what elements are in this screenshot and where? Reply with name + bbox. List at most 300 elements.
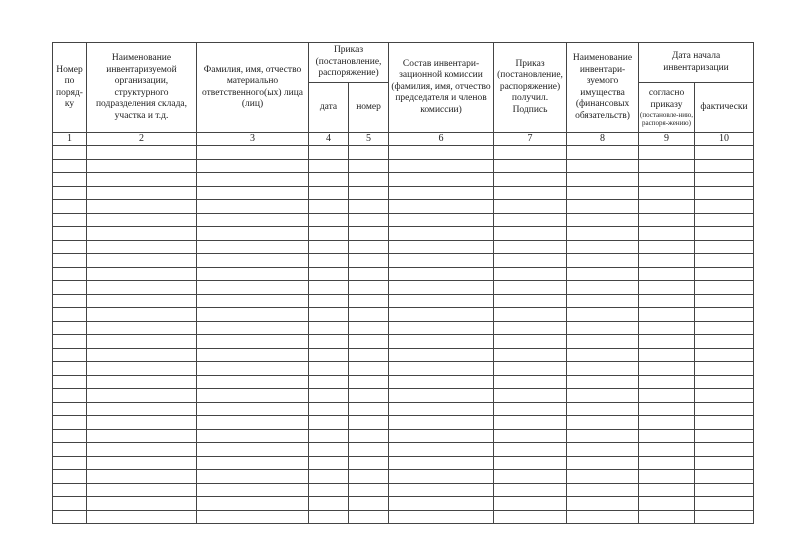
table-cell[interactable] [349, 470, 389, 484]
table-cell[interactable] [309, 213, 349, 227]
table-cell[interactable] [197, 402, 309, 416]
table-cell[interactable] [349, 497, 389, 511]
table-cell[interactable] [494, 146, 567, 160]
table-cell[interactable] [197, 281, 309, 295]
table-cell[interactable] [567, 389, 639, 403]
table-cell[interactable] [567, 335, 639, 349]
table-cell[interactable] [695, 416, 754, 430]
table-cell[interactable] [197, 389, 309, 403]
table-cell[interactable] [567, 416, 639, 430]
table-cell[interactable] [567, 348, 639, 362]
table-cell[interactable] [695, 483, 754, 497]
table-cell[interactable] [197, 159, 309, 173]
table-cell[interactable] [695, 362, 754, 376]
table-cell[interactable] [567, 443, 639, 457]
table-cell[interactable] [87, 267, 197, 281]
table-cell[interactable] [87, 281, 197, 295]
table-body [53, 146, 754, 524]
table-cell[interactable] [567, 375, 639, 389]
table-cell[interactable] [494, 510, 567, 524]
table-cell[interactable] [197, 470, 309, 484]
table-cell[interactable] [309, 497, 349, 511]
table-cell[interactable] [494, 429, 567, 443]
table-cell[interactable] [87, 456, 197, 470]
table-cell[interactable] [639, 362, 695, 376]
table-cell[interactable] [309, 281, 349, 295]
table-cell[interactable] [309, 254, 349, 268]
table-cell[interactable] [309, 227, 349, 241]
table-cell[interactable] [87, 389, 197, 403]
table-cell[interactable] [309, 146, 349, 160]
table-cell[interactable] [349, 416, 389, 430]
table-cell[interactable] [567, 227, 639, 241]
table-cell[interactable] [309, 443, 349, 457]
table-cell[interactable] [197, 308, 309, 322]
table-cell[interactable] [639, 375, 695, 389]
table-cell[interactable] [639, 267, 695, 281]
table-cell[interactable] [494, 416, 567, 430]
table-cell[interactable] [695, 470, 754, 484]
table-cell[interactable] [309, 510, 349, 524]
table-cell[interactable] [197, 267, 309, 281]
table-cell[interactable] [389, 186, 494, 200]
table-cell[interactable] [349, 389, 389, 403]
table-cell[interactable] [87, 186, 197, 200]
table-row [53, 416, 754, 430]
table-cell[interactable] [389, 240, 494, 254]
table-cell[interactable] [53, 402, 87, 416]
table-cell[interactable] [695, 429, 754, 443]
table-cell[interactable] [87, 348, 197, 362]
table-cell[interactable] [639, 213, 695, 227]
table-cell[interactable] [695, 240, 754, 254]
table-cell[interactable] [695, 146, 754, 160]
table-cell[interactable] [87, 254, 197, 268]
table-cell[interactable] [349, 456, 389, 470]
table-cell[interactable] [309, 294, 349, 308]
table-cell[interactable] [309, 173, 349, 187]
table-row [53, 240, 754, 254]
table-cell[interactable] [349, 375, 389, 389]
table-cell[interactable] [389, 227, 494, 241]
table-cell[interactable] [197, 213, 309, 227]
table-row [53, 443, 754, 457]
table-cell[interactable] [349, 159, 389, 173]
table-cell[interactable] [567, 281, 639, 295]
table-cell[interactable] [639, 497, 695, 511]
table-cell[interactable] [567, 213, 639, 227]
table-cell[interactable] [197, 321, 309, 335]
table-cell[interactable] [639, 254, 695, 268]
table-cell[interactable] [349, 186, 389, 200]
table-cell[interactable] [695, 308, 754, 322]
table-cell[interactable] [639, 470, 695, 484]
table-cell[interactable] [53, 186, 87, 200]
table-cell[interactable] [389, 389, 494, 403]
header-commission: Состав инвентари-зационной комиссии (фамилия, имя, отчество председателя и членов комиссии) [389, 43, 494, 133]
table-cell[interactable] [639, 294, 695, 308]
table-cell[interactable] [695, 335, 754, 349]
table-cell[interactable] [695, 456, 754, 470]
table-cell[interactable] [87, 335, 197, 349]
table-cell[interactable] [309, 348, 349, 362]
table-cell[interactable] [389, 456, 494, 470]
table-cell[interactable] [567, 429, 639, 443]
table-cell[interactable] [494, 200, 567, 214]
table-cell[interactable] [695, 213, 754, 227]
table-cell[interactable] [53, 200, 87, 214]
table-cell[interactable] [87, 213, 197, 227]
table-cell[interactable] [309, 159, 349, 173]
table-cell[interactable] [53, 173, 87, 187]
table-cell[interactable] [389, 146, 494, 160]
table-cell[interactable] [87, 443, 197, 457]
table-cell[interactable] [309, 267, 349, 281]
table-cell[interactable] [695, 294, 754, 308]
table-cell[interactable] [639, 200, 695, 214]
table-cell[interactable] [197, 146, 309, 160]
table-cell[interactable] [567, 146, 639, 160]
table-cell[interactable] [695, 200, 754, 214]
table-cell[interactable] [494, 254, 567, 268]
table-cell[interactable] [349, 146, 389, 160]
table-cell[interactable] [389, 267, 494, 281]
table-cell[interactable] [309, 186, 349, 200]
table-cell[interactable] [695, 227, 754, 241]
table-cell[interactable] [494, 281, 567, 295]
table-cell[interactable] [349, 227, 389, 241]
table-cell[interactable] [389, 281, 494, 295]
table-cell[interactable] [639, 456, 695, 470]
table-row [53, 281, 754, 295]
table-cell[interactable] [567, 470, 639, 484]
table-cell[interactable] [197, 335, 309, 349]
table-cell[interactable] [567, 497, 639, 511]
table-cell[interactable] [309, 402, 349, 416]
table-cell[interactable] [53, 267, 87, 281]
table-cell[interactable] [309, 456, 349, 470]
table-cell[interactable] [567, 240, 639, 254]
table-cell[interactable] [349, 335, 389, 349]
table-cell[interactable] [639, 308, 695, 322]
table-cell[interactable] [695, 510, 754, 524]
table-cell[interactable] [695, 254, 754, 268]
table-cell[interactable] [389, 402, 494, 416]
table-cell[interactable] [53, 254, 87, 268]
table-cell[interactable] [309, 416, 349, 430]
table-cell[interactable] [494, 443, 567, 457]
table-cell[interactable] [494, 308, 567, 322]
table-cell[interactable] [567, 294, 639, 308]
table-cell[interactable] [309, 389, 349, 403]
table-cell[interactable] [494, 159, 567, 173]
table-cell[interactable] [567, 254, 639, 268]
table-cell[interactable] [197, 294, 309, 308]
table-cell[interactable] [87, 308, 197, 322]
table-cell[interactable] [197, 186, 309, 200]
table-cell[interactable] [389, 443, 494, 457]
table-cell[interactable] [567, 159, 639, 173]
table-cell[interactable] [695, 443, 754, 457]
table-cell[interactable] [494, 362, 567, 376]
table-cell[interactable] [389, 510, 494, 524]
table-cell[interactable] [349, 443, 389, 457]
table-cell[interactable] [389, 348, 494, 362]
table-cell[interactable] [53, 146, 87, 160]
table-cell[interactable] [639, 402, 695, 416]
table-cell[interactable] [639, 416, 695, 430]
table-cell[interactable] [197, 227, 309, 241]
table-cell[interactable] [197, 429, 309, 443]
table-cell[interactable] [567, 483, 639, 497]
table-cell[interactable] [567, 267, 639, 281]
table-cell[interactable] [639, 146, 695, 160]
table-cell[interactable] [87, 321, 197, 335]
table-cell[interactable] [53, 321, 87, 335]
table-cell[interactable] [695, 402, 754, 416]
table-cell[interactable] [639, 335, 695, 349]
table-cell[interactable] [695, 281, 754, 295]
table-cell[interactable] [494, 456, 567, 470]
table-cell[interactable] [53, 470, 87, 484]
table-cell[interactable] [389, 362, 494, 376]
table-cell[interactable] [309, 321, 349, 335]
table-cell[interactable] [567, 308, 639, 322]
table-cell[interactable] [53, 362, 87, 376]
table-cell[interactable] [349, 267, 389, 281]
table-cell[interactable] [695, 348, 754, 362]
table-cell[interactable] [197, 240, 309, 254]
table-cell[interactable] [639, 443, 695, 457]
table-cell[interactable] [349, 321, 389, 335]
table-cell[interactable] [309, 429, 349, 443]
table-cell[interactable] [494, 294, 567, 308]
table-row [53, 470, 754, 484]
table-cell[interactable] [87, 497, 197, 511]
table-cell[interactable] [494, 321, 567, 335]
table-cell[interactable] [87, 375, 197, 389]
table-cell[interactable] [389, 159, 494, 173]
table-cell[interactable] [309, 200, 349, 214]
table-cell[interactable] [389, 200, 494, 214]
table-cell[interactable] [639, 186, 695, 200]
table-cell[interactable] [389, 173, 494, 187]
table-cell[interactable] [567, 510, 639, 524]
table-cell[interactable] [349, 173, 389, 187]
table-cell[interactable] [349, 308, 389, 322]
table-cell[interactable] [53, 227, 87, 241]
column-number: 1 [53, 133, 87, 146]
table-cell[interactable] [389, 294, 494, 308]
table-cell[interactable] [53, 389, 87, 403]
table-cell[interactable] [639, 173, 695, 187]
table-cell[interactable] [389, 335, 494, 349]
table-cell[interactable] [639, 389, 695, 403]
table-cell[interactable] [349, 402, 389, 416]
table-cell[interactable] [53, 429, 87, 443]
table-row [53, 510, 754, 524]
table-cell[interactable] [567, 200, 639, 214]
table-cell[interactable] [389, 429, 494, 443]
table-cell[interactable] [53, 497, 87, 511]
table-cell[interactable] [87, 240, 197, 254]
table-cell[interactable] [197, 510, 309, 524]
table-cell[interactable] [87, 483, 197, 497]
table-cell[interactable] [494, 173, 567, 187]
table-cell[interactable] [309, 240, 349, 254]
table-cell[interactable] [87, 200, 197, 214]
table-cell[interactable] [197, 375, 309, 389]
table-cell[interactable] [87, 362, 197, 376]
table-cell[interactable] [349, 348, 389, 362]
table-cell[interactable] [494, 335, 567, 349]
table-row [53, 213, 754, 227]
table-cell[interactable] [567, 173, 639, 187]
table-cell[interactable] [197, 362, 309, 376]
table-cell[interactable] [349, 294, 389, 308]
table-cell[interactable] [87, 416, 197, 430]
table-cell[interactable] [389, 213, 494, 227]
table-cell[interactable] [494, 240, 567, 254]
per-order-label: согласно приказу [648, 88, 685, 110]
table-cell[interactable] [53, 294, 87, 308]
table-cell[interactable] [197, 456, 309, 470]
table-cell[interactable] [349, 254, 389, 268]
table-cell[interactable] [494, 227, 567, 241]
inventory-table [52, 42, 754, 524]
table-cell[interactable] [494, 470, 567, 484]
table-cell[interactable] [87, 510, 197, 524]
table-cell[interactable] [567, 321, 639, 335]
table-cell[interactable] [389, 483, 494, 497]
table-cell[interactable] [639, 429, 695, 443]
table-cell[interactable] [87, 429, 197, 443]
table-cell[interactable] [567, 362, 639, 376]
table-cell[interactable] [87, 470, 197, 484]
table-cell[interactable] [695, 321, 754, 335]
table-cell[interactable] [197, 483, 309, 497]
table-cell[interactable] [494, 375, 567, 389]
table-cell[interactable] [567, 402, 639, 416]
table-cell[interactable] [349, 362, 389, 376]
table-cell[interactable] [87, 294, 197, 308]
table-cell[interactable] [695, 497, 754, 511]
table-cell[interactable] [567, 456, 639, 470]
table-cell[interactable] [53, 213, 87, 227]
table-cell[interactable] [639, 240, 695, 254]
column-number: 7 [494, 133, 567, 146]
table-row [53, 335, 754, 349]
table-cell[interactable] [349, 281, 389, 295]
table-cell[interactable] [389, 416, 494, 430]
table-cell[interactable] [389, 470, 494, 484]
table-cell[interactable] [349, 510, 389, 524]
table-cell[interactable] [494, 348, 567, 362]
table-cell[interactable] [494, 389, 567, 403]
table-cell[interactable] [639, 227, 695, 241]
table-cell[interactable] [87, 173, 197, 187]
table-cell[interactable] [53, 159, 87, 173]
table-cell[interactable] [349, 429, 389, 443]
table-cell[interactable] [695, 173, 754, 187]
table-cell[interactable] [389, 254, 494, 268]
table-cell[interactable] [197, 348, 309, 362]
table-cell[interactable] [53, 375, 87, 389]
table-cell[interactable] [87, 227, 197, 241]
table-cell[interactable] [53, 335, 87, 349]
table-cell[interactable] [309, 470, 349, 484]
header-order-group: Приказ (постановление, распоряжение) [309, 43, 389, 83]
table-cell[interactable] [309, 335, 349, 349]
table-cell[interactable] [87, 402, 197, 416]
table-cell[interactable] [695, 159, 754, 173]
table-cell[interactable] [494, 267, 567, 281]
table-row [53, 146, 754, 160]
table-cell[interactable] [309, 308, 349, 322]
table-cell[interactable] [494, 186, 567, 200]
table-cell[interactable] [349, 213, 389, 227]
table-cell[interactable] [87, 146, 197, 160]
table-cell[interactable] [494, 483, 567, 497]
table-cell[interactable] [197, 497, 309, 511]
table-cell[interactable] [494, 497, 567, 511]
table-cell[interactable] [567, 186, 639, 200]
table-cell[interactable] [197, 173, 309, 187]
table-cell[interactable] [494, 213, 567, 227]
table-cell[interactable] [197, 443, 309, 457]
table-cell[interactable] [53, 281, 87, 295]
table-cell[interactable] [639, 348, 695, 362]
table-cell[interactable] [349, 483, 389, 497]
table-cell[interactable] [197, 254, 309, 268]
table-cell[interactable] [695, 186, 754, 200]
table-cell[interactable] [309, 483, 349, 497]
header-date-group: Дата начала инвентаризации [639, 43, 754, 83]
table-cell[interactable] [639, 510, 695, 524]
table-cell[interactable] [53, 240, 87, 254]
table-cell[interactable] [197, 200, 309, 214]
table-cell[interactable] [53, 416, 87, 430]
table-cell[interactable] [197, 416, 309, 430]
table-cell[interactable] [639, 321, 695, 335]
table-cell[interactable] [53, 348, 87, 362]
header-organization: Наименование инвентаризуемой организации, структурного подразделения склада, участка и т.д. [87, 43, 197, 133]
table-cell[interactable] [639, 281, 695, 295]
table-cell[interactable] [53, 510, 87, 524]
table-cell[interactable] [53, 456, 87, 470]
table-cell[interactable] [695, 267, 754, 281]
table-cell[interactable] [87, 159, 197, 173]
table-cell[interactable] [639, 483, 695, 497]
table-cell[interactable] [53, 443, 87, 457]
table-cell[interactable] [389, 321, 494, 335]
table-cell[interactable] [349, 200, 389, 214]
table-cell[interactable] [389, 375, 494, 389]
table-cell[interactable] [639, 159, 695, 173]
table-cell[interactable] [389, 497, 494, 511]
table-cell[interactable] [53, 483, 87, 497]
table-cell[interactable] [494, 402, 567, 416]
table-cell[interactable] [389, 308, 494, 322]
header-order-number: номер [349, 83, 389, 133]
header-order-date: дата [309, 83, 349, 133]
table-cell[interactable] [309, 362, 349, 376]
table-cell[interactable] [53, 308, 87, 322]
table-cell[interactable] [349, 240, 389, 254]
table-cell[interactable] [309, 375, 349, 389]
table-cell[interactable] [695, 375, 754, 389]
table-cell[interactable] [695, 389, 754, 403]
